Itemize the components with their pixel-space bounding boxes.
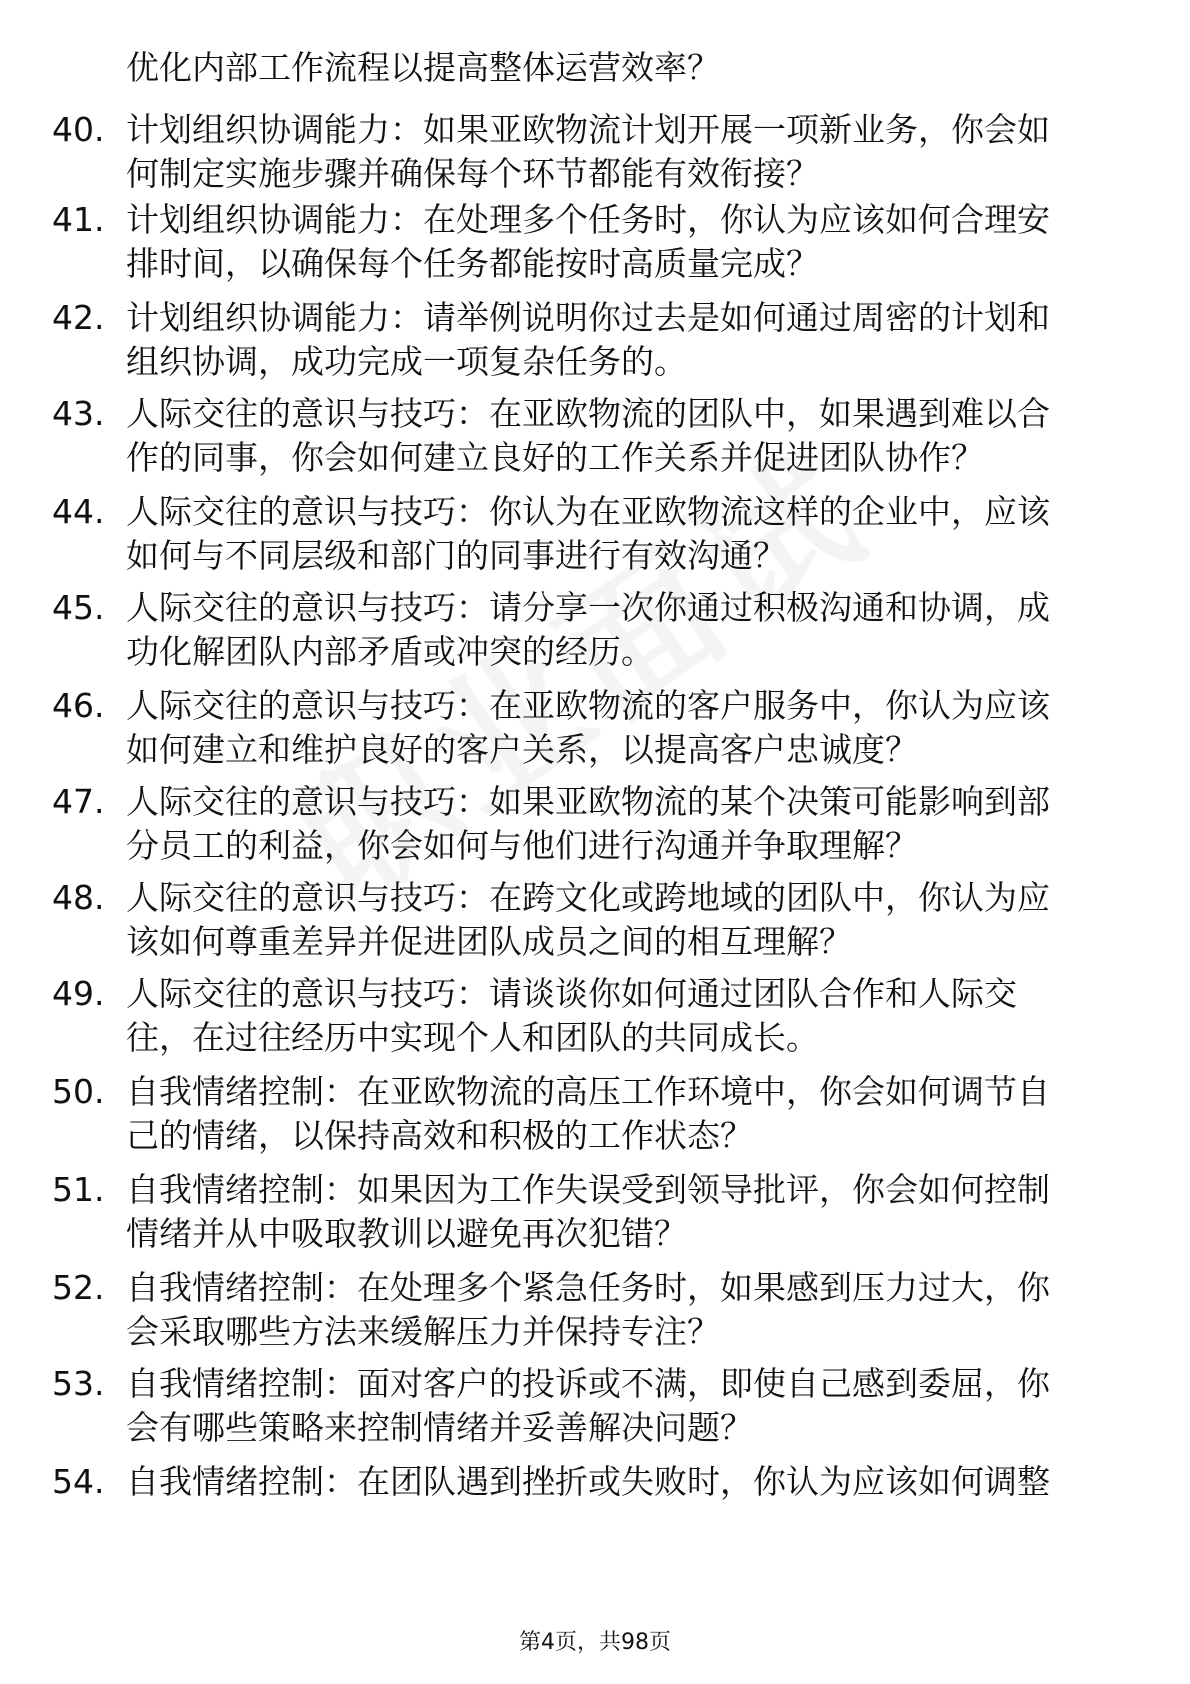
item-text-line1: 人际交往的意识与技巧：在亚欧物流的客户服务中，你认为应该 bbox=[126, 686, 1050, 725]
item-text-line2: 组织协调，成功完成一项复杂任务的。 bbox=[126, 342, 687, 381]
item-text-line1: 人际交往的意识与技巧：请分享一次你通过积极沟通和协调，成 bbox=[126, 588, 1050, 627]
item-number: 54. bbox=[52, 1462, 105, 1501]
item-number: 48. bbox=[52, 878, 105, 917]
item-text-line1: 人际交往的意识与技巧：在跨文化或跨地域的团队中，你认为应 bbox=[126, 878, 1050, 917]
item-text-line1: 自我情绪控制：如果因为工作失误受到领导批评，你会如何控制 bbox=[126, 1170, 1050, 1209]
item-text-line1: 计划组织协调能力：在处理多个任务时，你认为应该如何合理安 bbox=[126, 200, 1050, 239]
item-text-line2: 排时间，以确保每个任务都能按时高质量完成？ bbox=[126, 244, 819, 283]
item-text-line2: 作的同事，你会如何建立良好的工作关系并促进团队协作？ bbox=[126, 438, 984, 477]
item-text-line2: 往，在过往经历中实现个人和团队的共同成长。 bbox=[126, 1018, 819, 1057]
item-text-line2: 会采取哪些方法来缓解压力并保持专注？ bbox=[126, 1312, 720, 1351]
continuation-line: 优化内部工作流程以提高整体运营效率？ bbox=[126, 48, 720, 87]
item-text-line2: 己的情绪，以保持高效和积极的工作状态？ bbox=[126, 1116, 753, 1155]
item-number: 42. bbox=[52, 298, 105, 337]
item-text-line1: 人际交往的意识与技巧：在亚欧物流的团队中，如果遇到难以合 bbox=[126, 394, 1050, 433]
item-number: 46. bbox=[52, 686, 105, 725]
item-text-line2: 情绪并从中吸取教训以避免再次犯错？ bbox=[126, 1214, 687, 1253]
item-text-line1: 自我情绪控制：面对客户的投诉或不满，即使自己感到委屈，你 bbox=[126, 1364, 1050, 1403]
item-text-line2: 会有哪些策略来控制情绪并妥善解决问题？ bbox=[126, 1408, 753, 1447]
item-number: 45. bbox=[52, 588, 105, 627]
item-text-line2: 何制定实施步骤并确保每个环节都能有效衔接？ bbox=[126, 154, 819, 193]
item-text-line2: 如何建立和维护良好的客户关系，以提高客户忠诚度？ bbox=[126, 730, 918, 769]
item-number: 53. bbox=[52, 1364, 105, 1403]
item-text-line1: 自我情绪控制：在团队遇到挫折或失败时，你认为应该如何调整 bbox=[126, 1462, 1050, 1501]
item-number: 41. bbox=[52, 200, 105, 239]
item-text-line2: 如何与不同层级和部门的同事进行有效沟通？ bbox=[126, 536, 786, 575]
item-number: 50. bbox=[52, 1072, 105, 1111]
item-text-line1: 人际交往的意识与技巧：你认为在亚欧物流这样的企业中，应该 bbox=[126, 492, 1050, 531]
item-text-line1: 计划组织协调能力：如果亚欧物流计划开展一项新业务，你会如 bbox=[126, 110, 1050, 149]
item-number: 49. bbox=[52, 974, 105, 1013]
page-footer: 第4页，共98页 bbox=[519, 1630, 671, 1655]
item-text-line2: 该如何尊重差异并促进团队成员之间的相互理解？ bbox=[126, 922, 852, 961]
item-number: 52. bbox=[52, 1268, 105, 1307]
item-text-line1: 人际交往的意识与技巧：如果亚欧物流的某个决策可能影响到部 bbox=[126, 782, 1050, 821]
item-number: 44. bbox=[52, 492, 105, 531]
item-text-line1: 自我情绪控制：在处理多个紧急任务时，如果感到压力过大，你 bbox=[126, 1268, 1050, 1307]
item-text-line2: 功化解团队内部矛盾或冲突的经历。 bbox=[126, 632, 654, 671]
item-text-line1: 自我情绪控制：在亚欧物流的高压工作环境中，你会如何调节自 bbox=[126, 1072, 1050, 1111]
item-number: 47. bbox=[52, 782, 105, 821]
item-number: 40. bbox=[52, 110, 105, 149]
item-text-line1: 人际交往的意识与技巧：请谈谈你如何通过团队合作和人际交 bbox=[126, 974, 1017, 1013]
item-number: 43. bbox=[52, 394, 105, 433]
item-text-line2: 分员工的利益，你会如何与他们进行沟通并争取理解？ bbox=[126, 826, 918, 865]
item-text-line1: 计划组织协调能力：请举例说明你过去是如何通过周密的计划和 bbox=[126, 298, 1050, 337]
item-number: 51. bbox=[52, 1170, 105, 1209]
